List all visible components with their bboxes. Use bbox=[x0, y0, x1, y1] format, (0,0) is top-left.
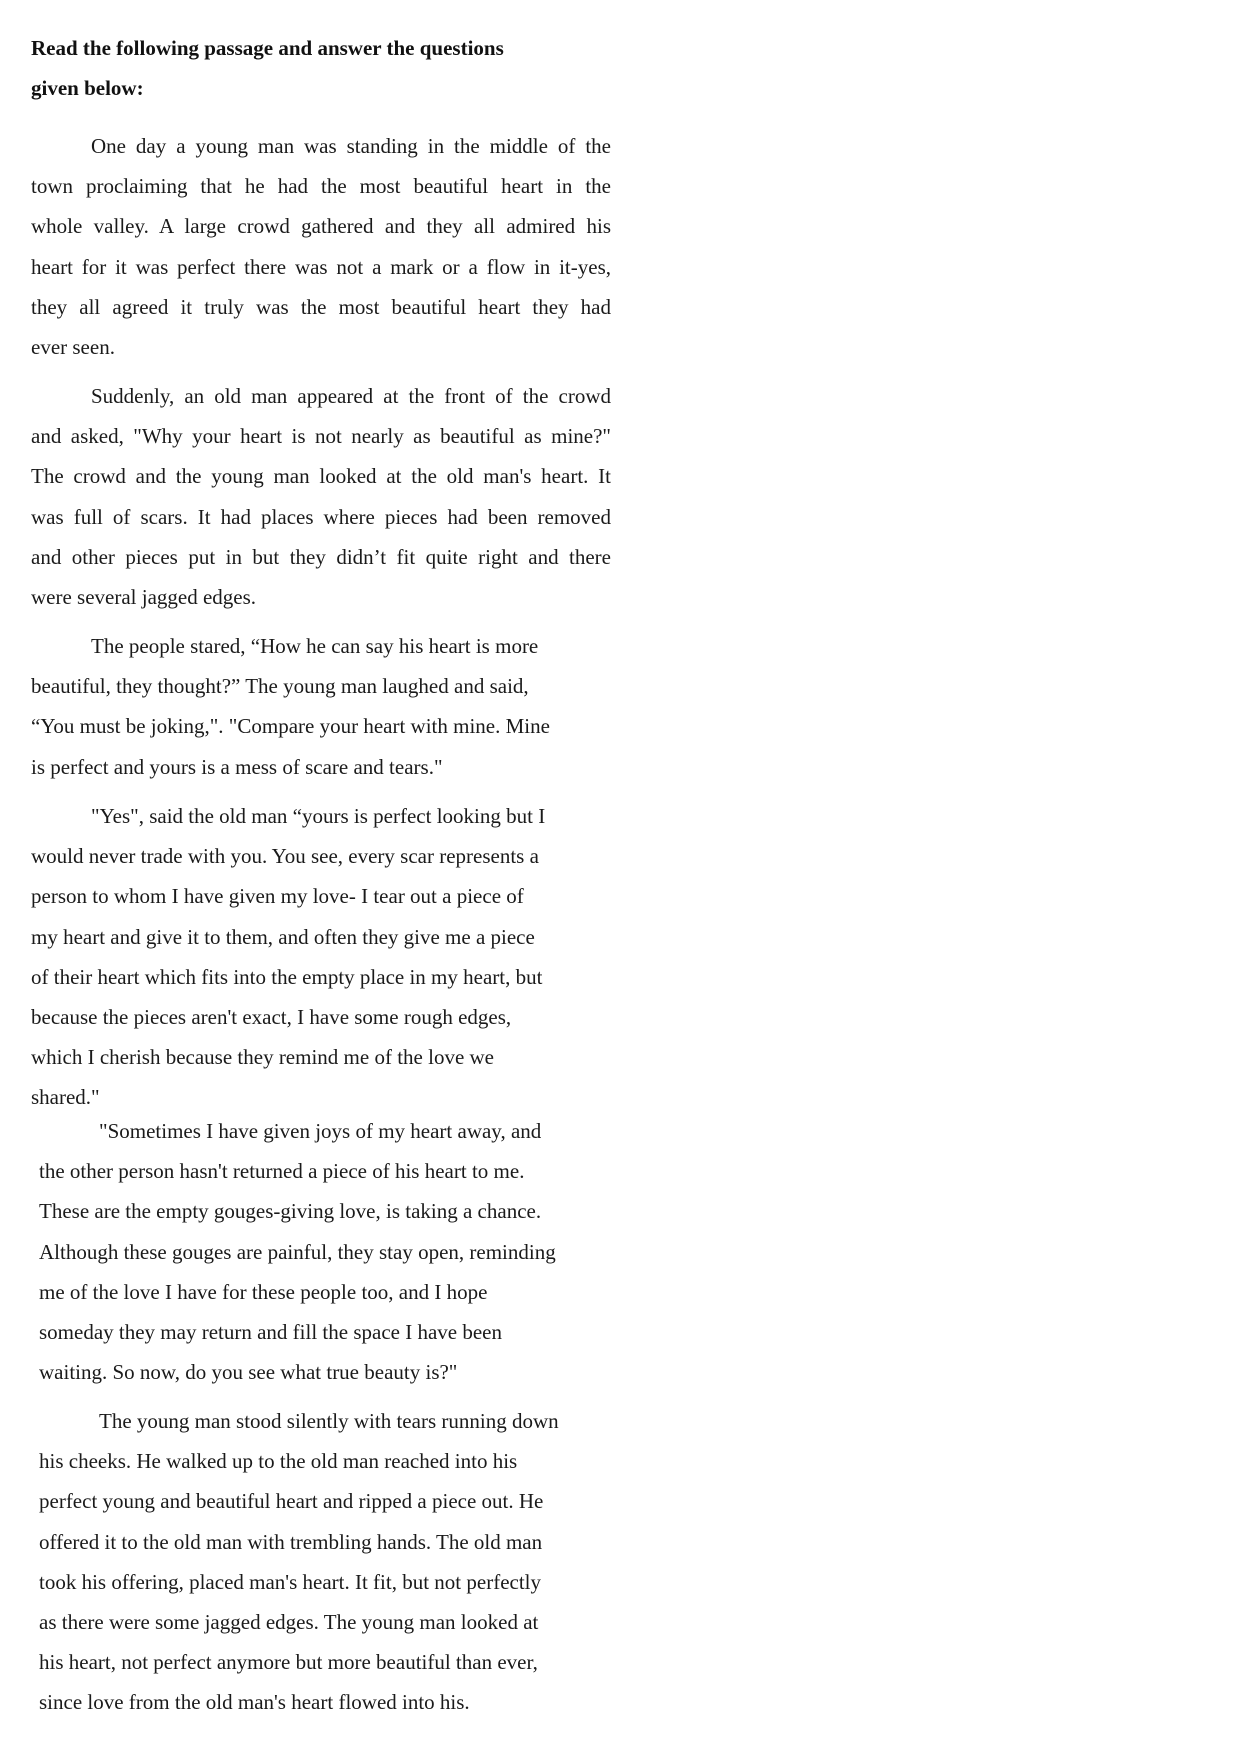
text-line: me of the love I have for these people too, and I hope bbox=[39, 1279, 488, 1304]
text-line: took his offering, placed man's heart. It fit, but not perfectly bbox=[39, 1569, 542, 1594]
text-line: Suddenly, an old man appeared at the front of the crowd bbox=[91, 384, 611, 408]
text-line: my heart and give it to them, and often they give me a piece bbox=[31, 924, 535, 949]
text-line: his heart, not perfect anymore but more beautiful than ever, bbox=[39, 1650, 538, 1675]
text-line: waiting. So now, do you see what true beauty is?" bbox=[39, 1360, 458, 1385]
text-line: shared." bbox=[31, 1085, 100, 1110]
text-line: perfect young and beautiful heart and ripped a piece out. He bbox=[39, 1489, 544, 1514]
text-line: the other person hasn't returned a piece of his heart to me. bbox=[39, 1159, 525, 1184]
text-line: they all agreed it truly was the most beautiful heart they had bbox=[31, 294, 611, 319]
paragraph-6 bbox=[39, 1401, 619, 1723]
text-line: were several jagged edges. bbox=[31, 585, 257, 610]
text-line: The people stared, “How he can say his heart is more bbox=[91, 634, 539, 658]
text-line: because the pieces aren't exact, I have some rough edges, bbox=[31, 1005, 512, 1030]
text-line: would never trade with you. You see, every scar represents a bbox=[31, 844, 539, 869]
heading-line: given below: bbox=[31, 76, 144, 100]
text-line: which I cherish because they remind me of the love we bbox=[31, 1045, 494, 1070]
heading-line: Read the following passage and answer the questions bbox=[31, 36, 504, 60]
text-line: and other pieces put in but they didn’t fit quite right and there bbox=[31, 544, 611, 569]
text-line: These are the empty gouges-giving love, is taking a chance. bbox=[39, 1199, 542, 1224]
paragraph-5 bbox=[39, 1111, 619, 1392]
text-line: whole valley. A large crowd gathered and they all admired his bbox=[31, 214, 611, 239]
paragraph-2 bbox=[31, 376, 611, 617]
text-line: is perfect and yours is a mess of scare and tears." bbox=[31, 754, 443, 779]
text-line: his cheeks. He walked up to the old man reached into his bbox=[39, 1449, 518, 1474]
text-line: town proclaiming that he had the most beautiful heart in the bbox=[31, 174, 611, 199]
instructions-heading bbox=[31, 28, 504, 108]
text-line: One day a young man was standing in the middle of the bbox=[91, 134, 611, 158]
text-line: someday they may return and fill the space I have been bbox=[39, 1320, 502, 1345]
text-line: offered it to the old man with trembling hands. The old man bbox=[39, 1529, 543, 1554]
text-line: ever seen. bbox=[31, 335, 115, 360]
paragraph-3 bbox=[31, 626, 611, 787]
text-line: The crowd and the young man looked at the old man's heart. It bbox=[31, 464, 611, 489]
text-line: since love from the old man's heart flowed into his. bbox=[39, 1690, 470, 1715]
text-line: as there were some jagged edges. The young man looked at bbox=[39, 1610, 539, 1635]
text-line: person to whom I have given my love- I tear out a piece of bbox=[31, 884, 524, 909]
text-line: “You must be joking,". "Compare your heart with mine. Mine bbox=[31, 714, 550, 739]
text-line: was full of scars. It had places where pieces had been removed bbox=[31, 504, 611, 529]
text-line: beautiful, they thought?” The young man laughed and said, bbox=[31, 674, 529, 699]
text-line: "Yes", said the old man “yours is perfect looking but I bbox=[91, 804, 546, 828]
text-line: and asked, "Why your heart is not nearly as beautiful as mine?" bbox=[31, 424, 611, 449]
text-line: Although these gouges are painful, they stay open, reminding bbox=[39, 1239, 556, 1264]
paragraph-1 bbox=[31, 126, 611, 367]
text-line: The young man stood silently with tears running down bbox=[99, 1409, 559, 1433]
paragraph-4 bbox=[31, 796, 611, 1118]
text-line: heart for it was perfect there was not a mark or a flow in it-yes, bbox=[31, 254, 611, 279]
text-line: "Sometimes I have given joys of my heart away, and bbox=[99, 1119, 542, 1143]
text-line: of their heart which fits into the empty place in my heart, but bbox=[31, 964, 543, 989]
